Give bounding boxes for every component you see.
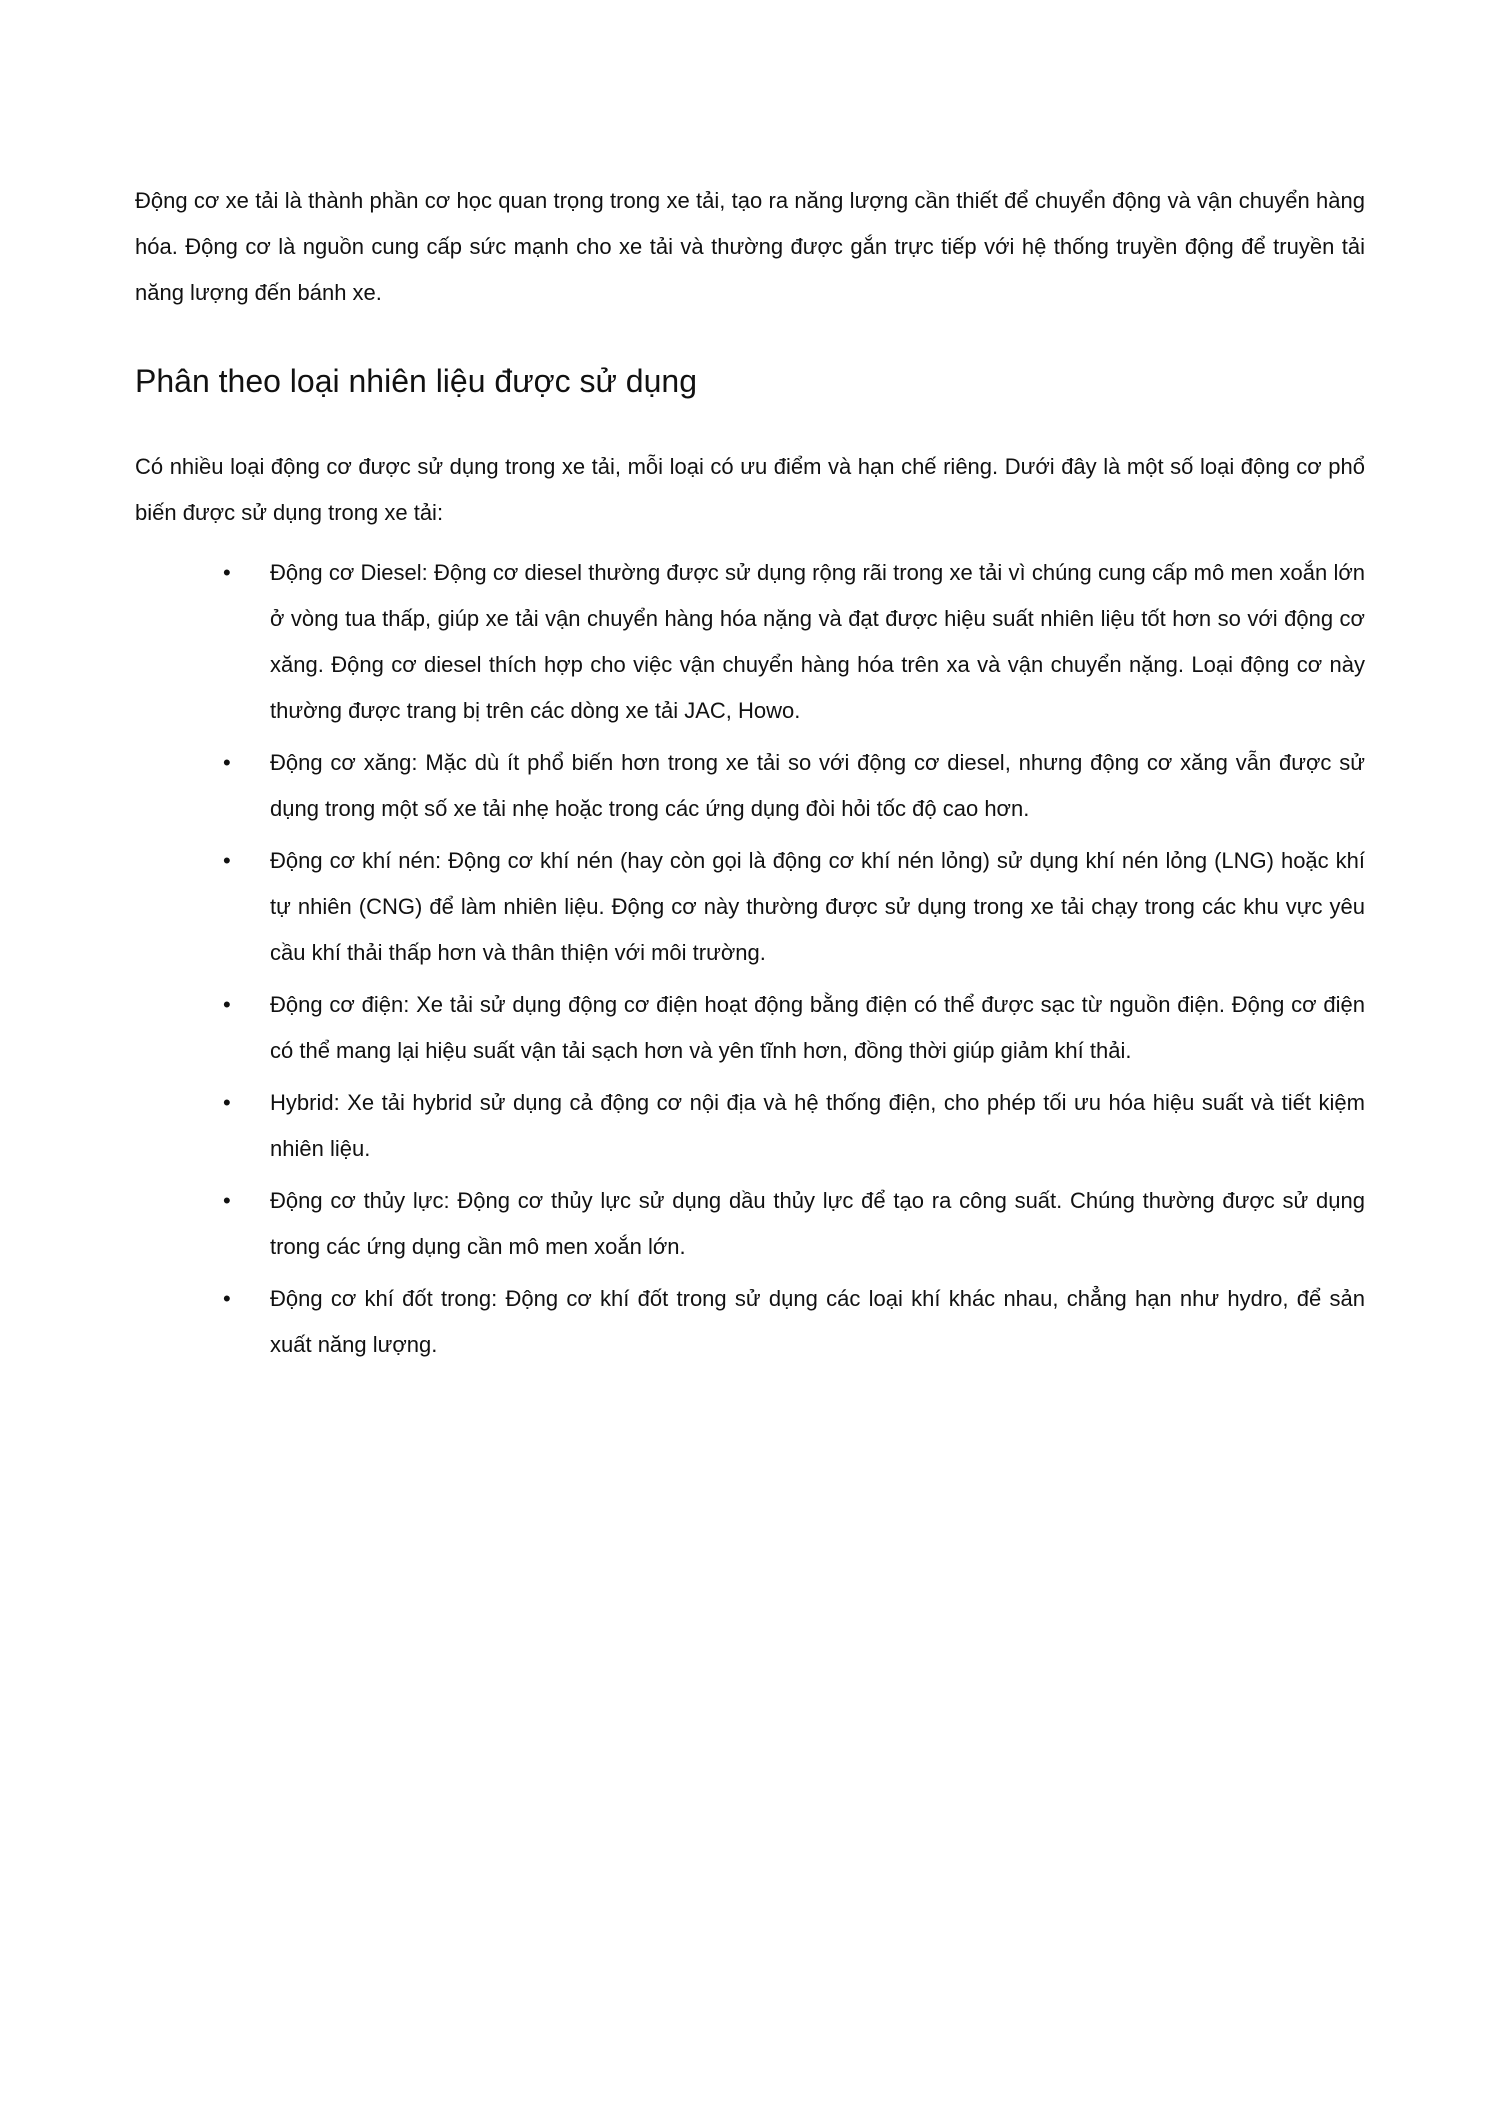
- list-item-text: Hybrid: Xe tải hybrid sử dụng cả động cơ nội địa và hệ thống điện, cho phép tối ưu hóa hiệu suất và tiết kiệm nhiên liệu.: [270, 1090, 1365, 1161]
- bullet-icon: •: [223, 750, 231, 775]
- list-item: [135, 838, 1365, 976]
- list-item: [135, 1276, 1365, 1368]
- bullet-icon: •: [223, 1188, 231, 1213]
- list-item: [135, 982, 1365, 1074]
- engine-type-list: [135, 550, 1365, 1368]
- bullet-icon: •: [223, 560, 231, 585]
- bullet-icon: •: [223, 1090, 231, 1115]
- list-item-text: Động cơ khí nén: Động cơ khí nén (hay còn gọi là động cơ khí nén lỏng) sử dụng khí nén lỏng (LNG) hoặc khí tự nhiên (CNG) để làm nhiên liệu. Động cơ này thường được sử dụng trong xe tải chạy trong các khu vực yêu cầu khí thải thấp hơn và thân thiện với môi trường.: [270, 848, 1365, 965]
- list-item-text: Động cơ điện: Xe tải sử dụng động cơ điện hoạt động bằng điện có thể được sạc từ nguồn điện. Động cơ điện có thể mang lại hiệu suất vận tải sạch hơn và yên tĩnh hơn, đồng thời giúp giảm khí thải.: [270, 992, 1365, 1063]
- list-item-text: Động cơ xăng: Mặc dù ít phổ biến hơn trong xe tải so với động cơ diesel, nhưng động cơ xăng vẫn được sử dụng trong một số xe tải nhẹ hoặc trong các ứng dụng đòi hỏi tốc độ cao hơn.: [270, 750, 1365, 821]
- list-item: [135, 1080, 1365, 1172]
- list-item-text: Động cơ khí đốt trong: Động cơ khí đốt trong sử dụng các loại khí khác nhau, chẳng hạn như hydro, để sản xuất năng lượng.: [270, 1286, 1365, 1357]
- list-item-text: Động cơ Diesel: Động cơ diesel thường được sử dụng rộng rãi trong xe tải vì chúng cung cấp mô men xoắn lớn ở vòng tua thấp, giúp xe tải vận chuyển hàng hóa nặng và đạt được hiệu suất nhiên liệu tốt hơn so với động cơ xăng. Động cơ diesel thích hợp cho việc vận chuyển hàng hóa trên xa và vận chuyển nặng. Loại động cơ này thường được trang bị trên các dòng xe tải JAC, Howo.: [270, 560, 1365, 723]
- intro-paragraph: Động cơ xe tải là thành phần cơ học quan trọng trong xe tải, tạo ra năng lượng cần thiết để chuyển động và vận chuyển hàng hóa. Động cơ là nguồn cung cấp sức mạnh cho xe tải và thường được gắn trực tiếp với hệ thống truyền động để truyền tải năng lượng đến bánh xe.: [135, 188, 1365, 305]
- list-item: [135, 550, 1365, 734]
- list-item: [135, 1178, 1365, 1270]
- section-heading: Phân theo loại nhiên liệu được sử dụng: [135, 363, 697, 399]
- bullet-icon: •: [223, 992, 231, 1017]
- bullet-icon: •: [223, 1286, 231, 1311]
- section-intro-paragraph: Có nhiều loại động cơ được sử dụng trong xe tải, mỗi loại có ưu điểm và hạn chế riêng. Dưới đây là một số loại động cơ phổ biến được sử dụng trong xe tải:: [135, 454, 1365, 525]
- list-item-text: Động cơ thủy lực: Động cơ thủy lực sử dụng dầu thủy lực để tạo ra công suất. Chúng thường được sử dụng trong các ứng dụng cần mô men xoắn lớn.: [270, 1188, 1365, 1259]
- bullet-icon: •: [223, 848, 231, 873]
- list-item: [135, 740, 1365, 832]
